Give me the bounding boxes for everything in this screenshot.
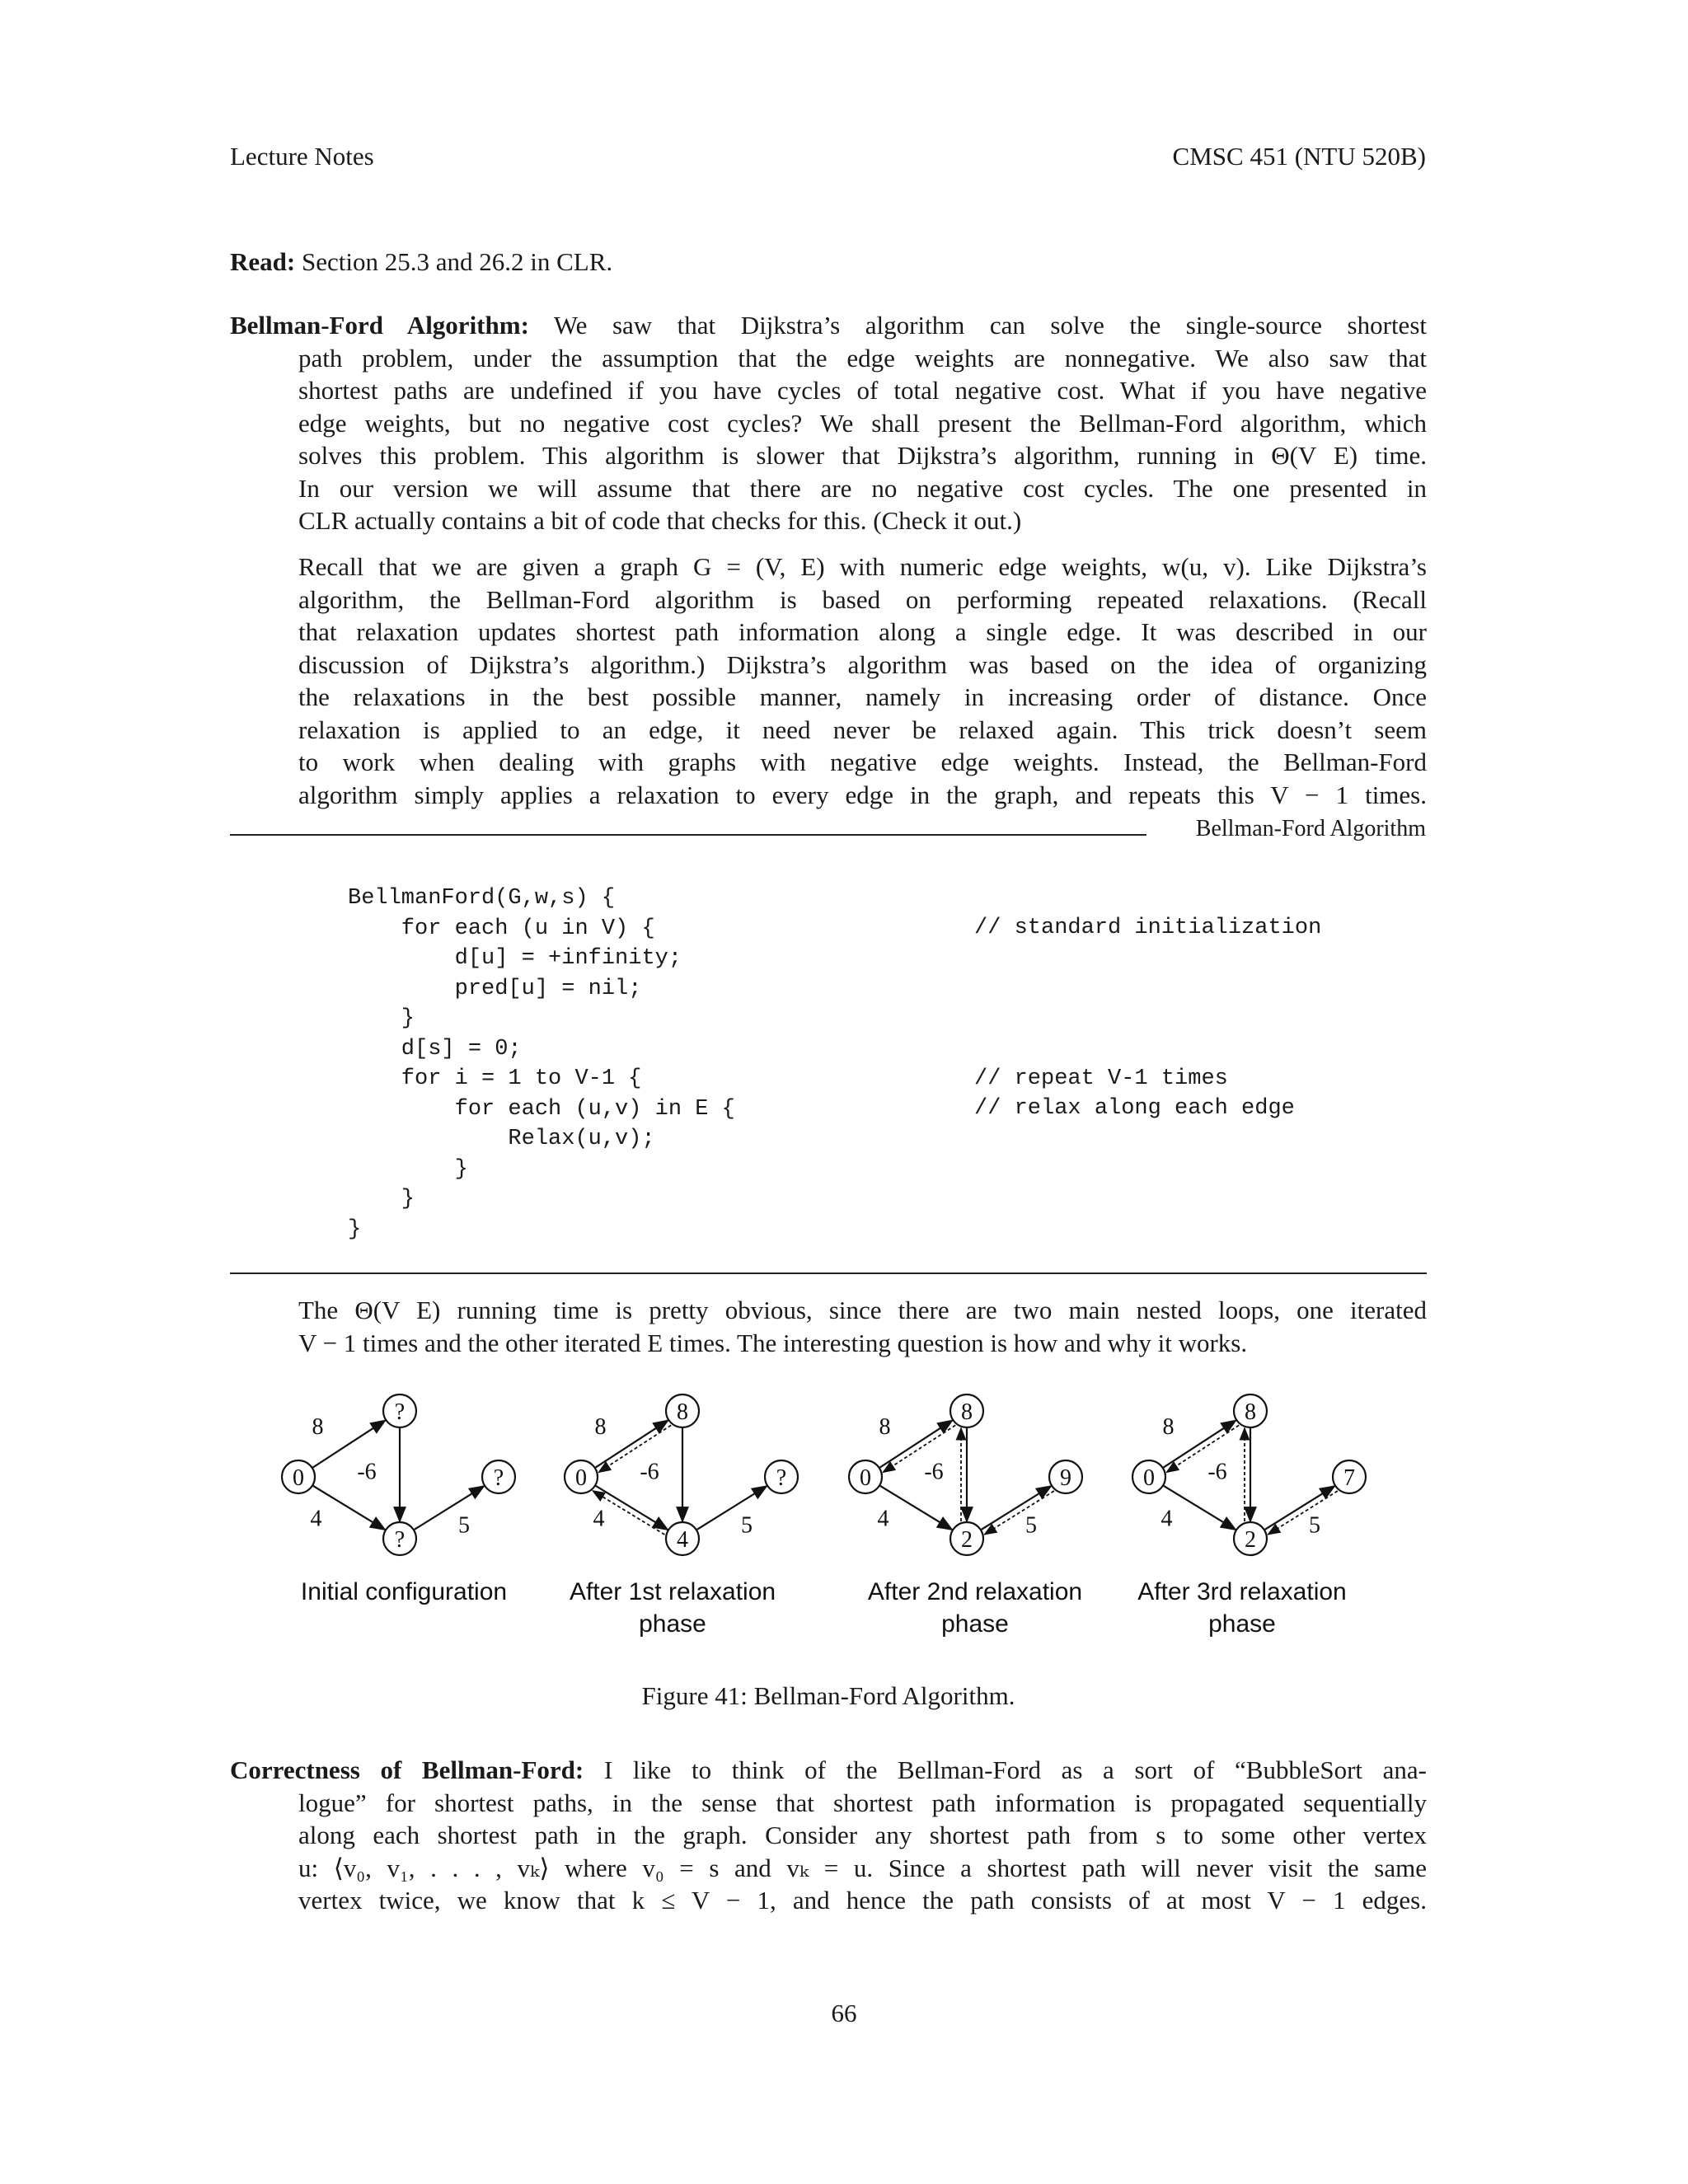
node-label: 0 <box>860 1465 871 1491</box>
panel-caption-4 <box>1118 1576 1366 1640</box>
bellman-ford-label: Bellman-Ford Algorithm: <box>230 311 529 340</box>
panel-caption-line: Initial configuration <box>300 1578 508 1605</box>
edge-sb <box>310 1486 385 1532</box>
panel-caption-line: phase <box>639 1610 706 1638</box>
pred-pointer-sa <box>598 1425 671 1472</box>
p2-line: Recall that we are given a graph G = (V, E) with numeric edge weights, w(u, v). Like Dijkstra’s <box>298 552 1427 581</box>
node-label: ? <box>493 1465 504 1491</box>
pred-pointer-sa <box>883 1425 955 1472</box>
panel-caption-1 <box>280 1576 528 1608</box>
correctness-line: vertex twice, we know that k ≤ V − 1, and hence the path consists of at most V − 1 edges. <box>298 1886 1427 1915</box>
node-label: 4 <box>677 1527 688 1553</box>
correctness-line: u: ⟨v₀, v₁, . . . , vₖ⟩ where v₀ = s and vₖ = u. Since a shortest path will never visit the same <box>298 1853 1427 1882</box>
correctness-paragraph <box>230 1754 1427 1917</box>
edge-sb <box>877 1486 952 1532</box>
node-label: ? <box>776 1465 787 1491</box>
code-line: } <box>348 1187 415 1212</box>
running-time-paragraph <box>298 1294 1427 1359</box>
panel-caption-3 <box>851 1576 1099 1640</box>
edge-weight-label: -6 <box>357 1459 377 1485</box>
correctness-label: Correctness of Bellman-Ford: <box>230 1755 584 1784</box>
edge-weight-label: 4 <box>1160 1506 1173 1532</box>
correctness-line: logue” for shortest paths, in the sense that shortest path information is propagated sequentially <box>298 1788 1427 1817</box>
node-label: 8 <box>1245 1399 1256 1425</box>
panel-caption-line: After 2nd relaxation <box>867 1578 1083 1605</box>
p1-line: shortest paths are undefined if you have cycles of total negative cost. What if you have negative <box>298 376 1427 405</box>
graph-panel-1 <box>282 1394 515 1555</box>
node-label: ? <box>394 1527 406 1553</box>
code-comment: // relax along each edge <box>974 1096 1295 1121</box>
p2-line: algorithm simply applies a relaxation to every edge in the graph, and repeats this V − 1 times. <box>298 780 1427 809</box>
node-label: 9 <box>1060 1465 1071 1491</box>
code-comment: // repeat V-1 times <box>974 1066 1228 1091</box>
pred-pointer-sa <box>1166 1425 1239 1472</box>
code-box-top-rule <box>230 834 1146 836</box>
p2-line: discussion of Dijkstra’s algorithm.) Dijkstra’s algorithm was based on the idea of organizing <box>298 649 1427 679</box>
code-line: d[u] = +infinity; <box>348 946 682 971</box>
edge-weight-label: 4 <box>310 1506 322 1532</box>
graph-panel-4 <box>1132 1394 1366 1555</box>
correctness-line: I like to think of the Bellman-Ford as a sort of “BubbleSort ana- <box>603 1755 1428 1784</box>
code-line: } <box>348 1216 362 1242</box>
pred-pointer-bc <box>985 1491 1054 1535</box>
edge-weight-label: 8 <box>879 1414 891 1440</box>
p2-line: that relaxation updates shortest path information along a single edge. It was described in our <box>298 617 1427 646</box>
edge-weight-label: 8 <box>594 1414 607 1440</box>
node-label: 2 <box>961 1527 973 1553</box>
p2-line: algorithm, the Bellman-Ford algorithm is based on performing repeated relaxations. (Recall <box>298 584 1427 614</box>
code-line: for each (u in V) { <box>348 916 655 941</box>
edge-weight-label: 5 <box>1309 1512 1320 1539</box>
code-line: pred[u] = nil; <box>348 976 642 1001</box>
node-label: 7 <box>1343 1465 1355 1491</box>
pred-pointer-bc <box>1268 1491 1338 1535</box>
code-line: BellmanFord(G,w,s) { <box>348 886 616 911</box>
running-header-left: Lecture Notes <box>230 142 374 171</box>
code-line: Relax(u,v); <box>348 1127 655 1151</box>
edge-weight-label: -6 <box>640 1459 659 1485</box>
graph-panel-3 <box>849 1394 1082 1555</box>
edge-sb <box>596 1486 668 1530</box>
p1-line: We saw that Dijkstra’s algorithm can solve the single-source shortest <box>553 311 1427 340</box>
code-box-bottom-rule <box>230 1272 1427 1274</box>
p1-line: CLR actually contains a bit of code that checks for this. (Check it out.) <box>298 506 1022 535</box>
bellman-ford-figure <box>247 1378 1442 1576</box>
code-line: for each (u,v) in E { <box>348 1096 735 1122</box>
edge-weight-label: 4 <box>593 1506 605 1532</box>
edge-weight-label: 8 <box>1162 1414 1175 1440</box>
code-line: } <box>348 1006 415 1031</box>
node-label: 2 <box>1245 1527 1256 1553</box>
edge-bc <box>982 1486 1051 1530</box>
p2-line: the relaxations in the best possible manner, namely in increasing order of distance. Once <box>298 682 1427 711</box>
node-label: 0 <box>575 1465 587 1491</box>
p2-line: relaxation is applied to an edge, it need never be relaxed again. This trick doesn’t seem <box>298 715 1427 744</box>
edge-sb <box>1164 1486 1236 1530</box>
panel-caption-line: After 1st relaxation <box>569 1578 776 1605</box>
edge-bc <box>1265 1486 1334 1530</box>
panel-caption-2 <box>549 1576 796 1640</box>
panel-caption-line: After 3rd relaxation <box>1137 1578 1347 1605</box>
pseudocode <box>348 883 735 1244</box>
node-label: 8 <box>677 1399 688 1425</box>
edge-bc <box>415 1486 484 1530</box>
edge-weight-label: 4 <box>877 1506 889 1532</box>
edge-weight-label: 8 <box>312 1414 324 1440</box>
code-comment: // standard initialization <box>974 916 1322 940</box>
panel-caption-line: phase <box>941 1610 1009 1638</box>
code-line: for i = 1 to V-1 { <box>348 1066 642 1091</box>
bellman-ford-paragraph-1 <box>230 309 1427 537</box>
node-label: 0 <box>293 1465 304 1491</box>
node-label: ? <box>394 1399 406 1425</box>
code-line: } <box>348 1156 468 1182</box>
code-box-title: Bellman-Ford Algorithm <box>1195 816 1426 841</box>
panel-caption-line: phase <box>1208 1610 1276 1638</box>
running-time-line: The Θ(V E) running time is pretty obvious, since there are two main nested loops, one iterated <box>298 1296 1427 1324</box>
read-label: Read: <box>230 247 296 276</box>
edge-weight-label: 5 <box>741 1512 753 1539</box>
bellman-ford-paragraph-2 <box>298 551 1427 811</box>
p1-line: edge weights, but no negative cost cycles? We shall present the Bellman-Ford algorithm, which <box>298 408 1427 438</box>
page-number: 66 <box>831 1999 857 2027</box>
edge-weight-label: -6 <box>1207 1459 1227 1485</box>
correctness-line: along each shortest path in the graph. Consider any shortest path from s to some other vertex <box>298 1821 1427 1849</box>
p1-line: solves this problem. This algorithm is slower that Dijkstra’s algorithm, running in Θ(V E) time. <box>298 441 1427 470</box>
read-line <box>230 247 612 277</box>
p1-line: In our version we will assume that there are no negative cost cycles. The one presented in <box>298 473 1427 503</box>
running-time-line: V − 1 times and the other iterated E times. The interesting question is how and why it works. <box>298 1328 1248 1357</box>
figure-caption: Figure 41: Bellman-Ford Algorithm. <box>641 1681 1015 1710</box>
p1-line: path problem, under the assumption that the edge weights are nonnegative. We also saw that <box>298 343 1427 373</box>
edge-weight-label: 5 <box>458 1512 470 1539</box>
code-line: d[s] = 0; <box>348 1036 522 1062</box>
edge-weight-label: -6 <box>924 1459 944 1485</box>
p2-line: to work when dealing with graphs with negative edge weights. Instead, the Bellman-Ford <box>298 748 1427 776</box>
running-header-right: CMSC 451 (NTU 520B) <box>1172 142 1426 171</box>
read-text: Section 25.3 and 26.2 in CLR. <box>301 247 613 276</box>
edge-bc <box>697 1486 767 1530</box>
edge-weight-label: 5 <box>1025 1512 1037 1539</box>
node-label: 0 <box>1143 1465 1155 1491</box>
node-label: 8 <box>961 1399 973 1425</box>
graph-panel-2 <box>565 1394 798 1555</box>
